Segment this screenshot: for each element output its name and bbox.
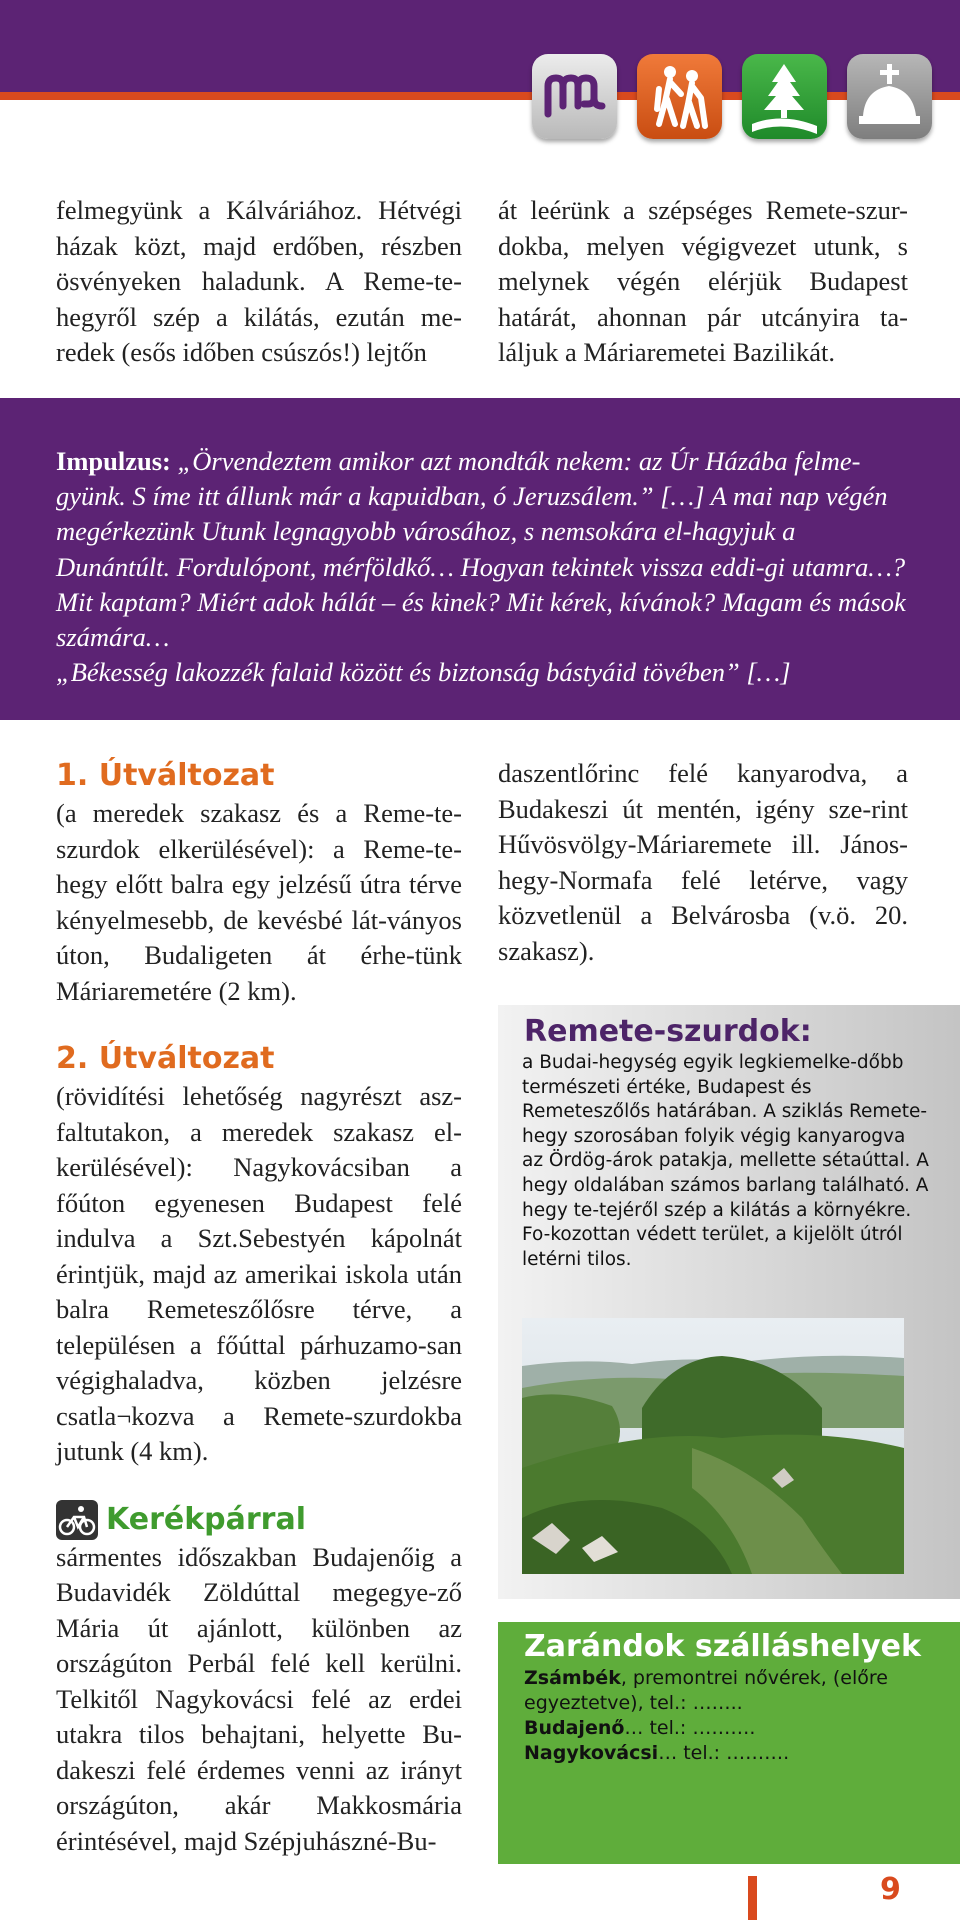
lodging-item-name: Nagykovácsi (524, 1742, 659, 1764)
intro-text-left: felmegyünk a Kálváriához. Hétvégi házak közt, majd erdőben, részben ösvényeken haladunk. A Reme-te-hegyről szép a kilátás, ezután me-redek (esős időben csúszós!) lejtőn (56, 195, 462, 367)
page-marker-bar (748, 1876, 757, 1920)
lodging-list (524, 1666, 934, 1766)
lodging-item-detail: … tel.: ………. (658, 1742, 790, 1764)
bike-text: sármentes időszakban Budajenőig a Budavidék Zöldúttal megegye-ző Mária út ajánlott, különben az országúton Perbál felé kell kerülni. Telkitől Nagykovácsi felé az erdei utakra tilos behajtani, helyette Bu-dakeszi felé érdemes venni az irányt országúton, akár Makkosmária érintésével, majd Szépjuhászné-Bu- (56, 1541, 462, 1856)
lodging-item-name: Zsámbék (524, 1667, 621, 1689)
mariaut-logo-icon (532, 54, 617, 139)
impulse-quote: „Békesség lakozzék falaid között és biztonság bástyáid tövében” […] (56, 657, 791, 688)
chapel-cross-icon (847, 54, 932, 139)
bike-heading (56, 1500, 462, 1540)
page-number: 9 (880, 1872, 901, 1907)
impulse-body: „Örvendeztem amikor azt mondták nekem: az Úr Házába felme-gyünk. S íme itt állunk már a kapuidban, ó Jeruzsálem.” […] A mai nap végén megérkezünk Utunk legnagyobb városához, s nemsokára el-hagyjuk a Dunántúlt. Fordulópont, mérföldkő… Hogyan tekintek vissza eddi-gi utamra…? Mit kaptam? Miért adok hálát – és kinek? Mit kérek, kívánok? Magam és mások számára… (56, 446, 906, 653)
bike-title: Kerékpárral (106, 1501, 306, 1537)
forest-path-icon (742, 54, 827, 139)
lodging-item-detail: , premontrei nővérek, (előre egyeztetve), tel.: …….. (524, 1667, 888, 1714)
impulse-band (0, 398, 960, 720)
lodging-title: Zarándok szálláshelyek (524, 1629, 921, 1664)
lodging-item-detail: … tel.: ………. (624, 1717, 756, 1739)
remete-info-box (498, 1005, 960, 1599)
impulse-text-block (56, 444, 916, 690)
remete-text: a Budai-hegység egyik legkiemelke-dőbb természeti értéke, Budapest és Remeteszőlős határában. A sziklás Remete-hegy szorosában folyik végig kanyarogva az Ördög-árok patakja, mellette sétaúttal. A hegy oldalában számos barlang található. A hegy te-tejéről szép a kilátás a környékre. Fo-kozottan védett terület, a kijelölt útról letérni tilos. (522, 1052, 929, 1270)
route2-title: 2. Útváltozat (56, 1041, 275, 1076)
category-icons (532, 54, 932, 139)
lodging-item (524, 1716, 934, 1741)
lodging-item-name: Budajenő (524, 1717, 625, 1739)
lodging-box (498, 1622, 960, 1864)
right-continuation-text: daszentlőrinc felé kanyarodva, a Budakeszi út mentén, igény sze-rint Hűvösvölgy-Máriaremete ill. János-hegy-Normafa felé letérve, vagy közvetlenül a Belvárosba (v.ö. 20. szakasz). (498, 758, 908, 966)
remete-title: Remete-szurdok: (524, 1014, 812, 1049)
lodging-item (524, 1741, 934, 1766)
pilgrims-hiking-icon (637, 54, 722, 139)
left-column (56, 756, 462, 1859)
route1-title: 1. Útváltozat (56, 758, 275, 793)
route1-text: (a meredek szakasz és a Reme-te-szurdok elkerülésével): a Reme-te-hegy előtt balra egy jelzésű útra térve kényelmesebb, de kevésbé lát-ványos úton, Budaligeten át érhe-tünk Máriaremetére (2 km). (56, 798, 462, 1006)
gorge-landscape-photo (522, 1318, 904, 1574)
bicycle-icon (56, 1500, 98, 1540)
impulse-label: Impulzus: (56, 446, 171, 476)
lodging-item (524, 1666, 934, 1716)
route2-text: (rövidítési lehetőség nagyrészt asz-faltutakon, a meredek szakasz el-kerülésével): Nagykovácsiban a főúton egyenesen Budapest felé indulva a Szt.Sebestyén kápolnát érintjük, majd az amerikai iskola után balra Remeteszőlősre térve, a településen a főúttal párhuzamo-san végighaladva, közben jelzésre csatla¬kozva a Remete-szurdokba jutunk (4 km). (56, 1081, 462, 1466)
intro-text-right: át leérünk a szépséges Remete-szur-dokba, melyen végigvezet utunk, s melynek végén elérjük Budapest határát, ahonnan pár utcányira ta-láljuk a Máriaremetei Bazilikát. (498, 195, 908, 367)
